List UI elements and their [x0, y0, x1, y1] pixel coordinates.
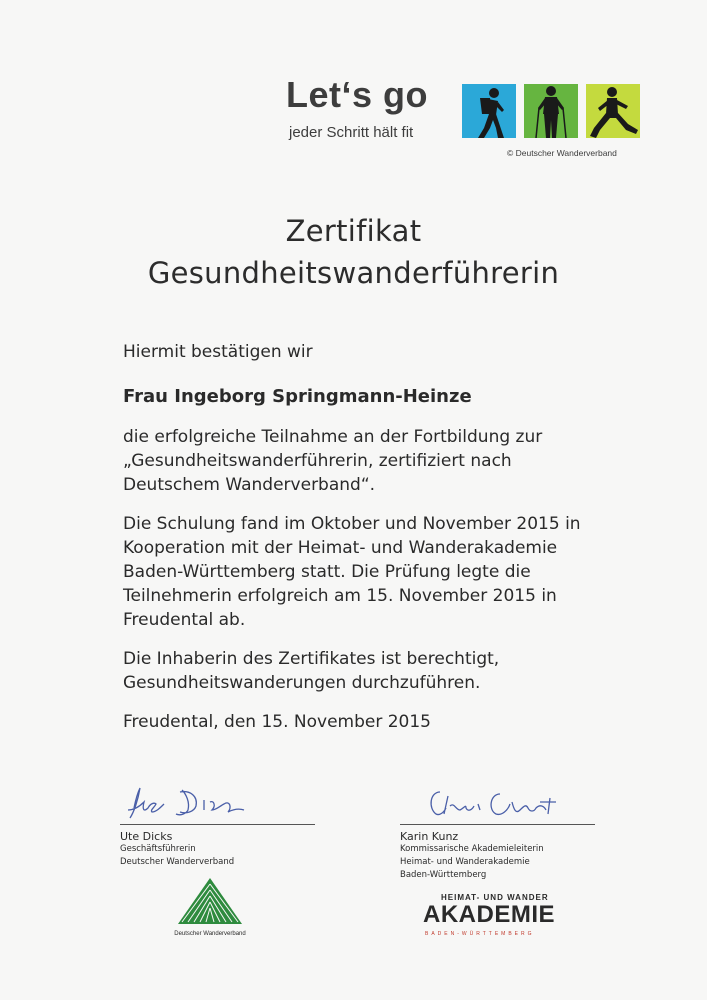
signer-role-left: Geschäftsführerin	[120, 844, 196, 854]
paragraph-authorization	[123, 647, 643, 695]
lets-go-logo	[280, 68, 660, 168]
text-line: Baden-Württemberg statt. Die Prüfung legte die	[123, 562, 531, 582]
logo-title: Let‘s go	[286, 74, 429, 115]
backpacker-icon	[462, 84, 516, 138]
signer-role-right: Kommissarische Akademieleiterin	[400, 844, 544, 854]
paragraph-training	[123, 512, 643, 632]
nordic-walker-icon	[524, 84, 578, 138]
signer-org-right: Heimat- und Wanderakademie	[400, 857, 530, 867]
title-line-2: Gesundheitswanderführerin	[147, 256, 560, 290]
signer-org-left: Deutscher Wanderverband	[120, 857, 235, 867]
akademie-logo-top: HEIMAT- UND WANDER	[441, 893, 549, 902]
logo-slogan: jeder Schritt hält fit	[289, 124, 414, 141]
signer-region-right: Baden-Württemberg	[400, 870, 487, 880]
place-and-date: Freudental, den 15. November 2015	[123, 712, 432, 732]
text-line: Kooperation mit der Heimat- und Wanderakademie	[123, 538, 558, 558]
dwv-label: Deutscher Wanderverband	[174, 931, 246, 937]
akademie-logo-sub: BADEN-WÜRTTEMBERG	[425, 931, 535, 937]
text-line: Freudental ab.	[123, 610, 246, 630]
recipient-name: Frau Ingeborg Springmann-Heinze	[123, 386, 472, 407]
dwv-logo	[172, 878, 248, 937]
signature-line-right	[400, 824, 595, 825]
signature-scribble-right	[400, 780, 630, 822]
title-line-1: Zertifikat	[285, 214, 422, 248]
intro-text: Hiermit bestätigen wir	[123, 342, 313, 362]
text-line: Die Inhaberin des Zertifikates ist berechtigt,	[123, 649, 500, 669]
text-line: „Gesundheitswanderführerin, zertifiziert nach	[123, 451, 512, 471]
signature-line-left	[120, 824, 315, 825]
text-line: Die Schulung fand im Oktober und November 2015 in	[123, 514, 581, 534]
text-line: die erfolgreiche Teilnahme an der Fortbildung zur	[123, 427, 543, 447]
logo-copyright: © Deutscher Wanderverband	[507, 148, 617, 158]
text-line: Gesundheitswanderungen durchzuführen.	[123, 673, 481, 693]
certificate-body	[123, 340, 643, 749]
paragraph-participation	[123, 425, 643, 497]
tree-triangle-icon	[178, 878, 242, 926]
text-line: Teilnehmerin erfolgreich am 15. November 2015 in	[123, 586, 557, 606]
akademie-logo-main: AKADEMIE	[423, 901, 556, 928]
signer-name-right: Karin Kunz	[400, 830, 459, 843]
certificate-title	[0, 210, 707, 294]
signature-scribble-left	[120, 780, 350, 822]
text-line: Deutschem Wanderverband“.	[123, 475, 376, 495]
signature-block-left	[120, 780, 350, 869]
signature-block-right	[400, 780, 630, 882]
signer-name-left: Ute Dicks	[120, 830, 173, 843]
stretching-person-icon	[586, 84, 640, 138]
